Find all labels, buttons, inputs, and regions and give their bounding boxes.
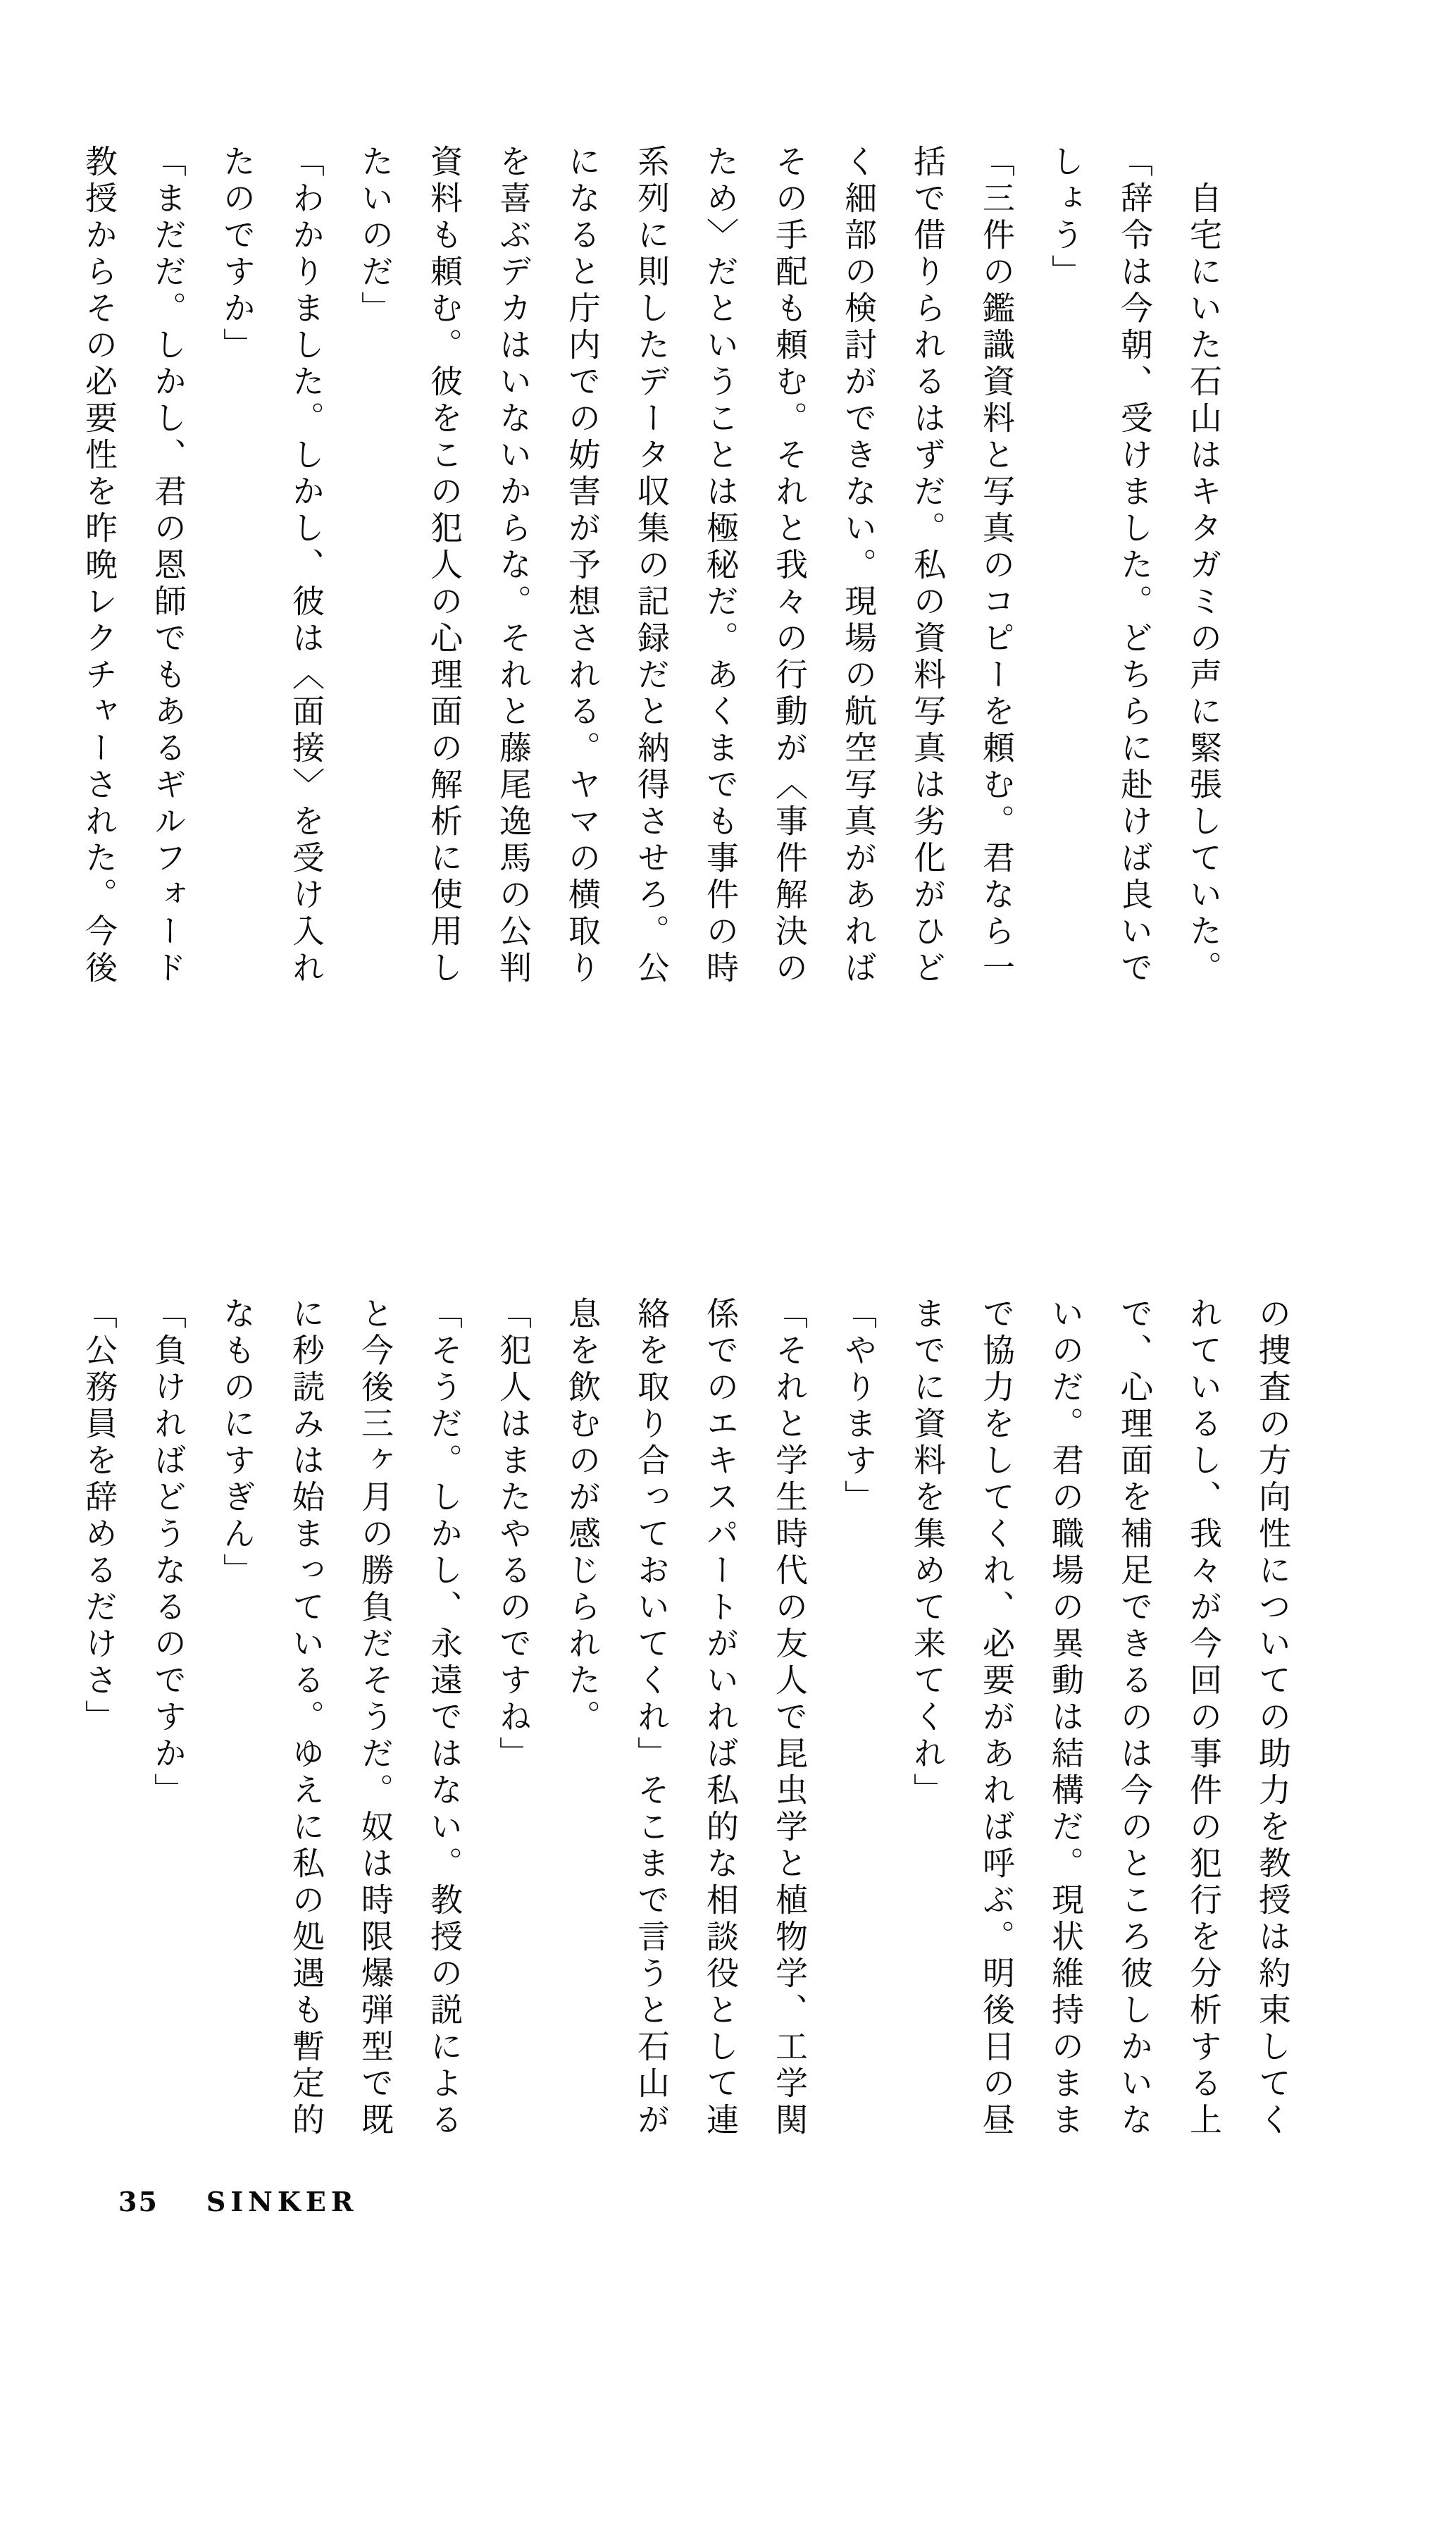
text-column: になると庁内での妨害が予想される。ヤマの横取り bbox=[564, 144, 602, 987]
text-column: たのですか」 bbox=[218, 144, 256, 364]
text-column: 「犯人はまたやるのですね」 bbox=[494, 1297, 533, 1773]
text-column: 「やります」 bbox=[840, 1297, 878, 1516]
text-column: 自宅にいた石山はキタガミの声に緊張していた。 bbox=[1185, 144, 1223, 987]
text-column: の捜査の方向性についての助力を教授は約束してく bbox=[1254, 1297, 1292, 2139]
text-column: までに資料を集めて来てくれ」 bbox=[909, 1297, 947, 1810]
text-column: 「わかりました。しかし、彼は〈面接〉を受け入れ bbox=[287, 144, 325, 987]
upper-text-block bbox=[65, 144, 1238, 1018]
lower-text-block bbox=[65, 1297, 1307, 2170]
text-column: たいのだ」 bbox=[356, 144, 394, 328]
text-column: を喜ぶデカはいないからな。それと藤尾逸馬の公判 bbox=[494, 144, 533, 987]
text-column: と今後三ヶ月の勝負だそうだ。奴は時限爆弾型で既 bbox=[356, 1297, 394, 2139]
text-column: 資料も頼む。彼をこの犯人の心理面の解析に使用し bbox=[425, 144, 463, 987]
text-column: ため〉だということは極秘だ。あくまでも事件の時 bbox=[702, 144, 740, 987]
text-column: しょう」 bbox=[1047, 144, 1085, 291]
text-column: れているし、我々が今回の事件の犯行を分析する上 bbox=[1185, 1297, 1223, 2139]
text-column: いのだ。君の職場の異動は結構だ。現状維持のまま bbox=[1047, 1297, 1085, 2139]
text-column: なものにすぎん」 bbox=[218, 1297, 256, 1590]
text-column: 「辞令は今朝、受けました。どちらに赴けば良いで bbox=[1116, 144, 1154, 987]
text-column: く細部の検討ができない。現場の航空写真があれば bbox=[840, 144, 878, 987]
text-column: 絡を取り合っておいてくれ」そこまで言うと石山が bbox=[633, 1297, 671, 2139]
text-column: で、心理面を補足できるのは今のところ彼しかいな bbox=[1116, 1297, 1154, 2139]
text-column: 「まだだ。しかし、君の恩師でもあるギルフォード bbox=[149, 144, 187, 987]
text-column: に秒読みは始まっている。ゆえに私の処遇も暫定的 bbox=[287, 1297, 325, 2139]
text-column: 「三件の鑑識資料と写真のコピーを頼む。君なら一 bbox=[978, 144, 1016, 987]
page-number: 35 bbox=[118, 2186, 158, 2217]
page-footer bbox=[118, 2186, 358, 2217]
text-column: 「公務員を辞めるだけさ」 bbox=[80, 1297, 118, 1736]
text-column: 息を飲むのが感じられた。 bbox=[564, 1297, 602, 1736]
text-column: 係でのエキスパートがいれば私的な相談役として連 bbox=[702, 1297, 740, 2139]
text-column: 教授からその必要性を昨晩レクチャーされた。今後 bbox=[80, 144, 118, 987]
text-column: 括で借りられるはずだ。私の資料写真は劣化がひど bbox=[909, 144, 947, 987]
text-column: 「それと学生時代の友人で昆虫学と植物学、工学関 bbox=[771, 1297, 809, 2139]
text-column: で協力をしてくれ、必要があれば呼ぶ。明後日の昼 bbox=[978, 1297, 1016, 2139]
text-column: その手配も頼む。それと我々の行動が〈事件解決の bbox=[771, 144, 809, 987]
text-column: 「負ければどうなるのですか」 bbox=[149, 1297, 187, 1810]
running-title: SINKER bbox=[206, 2186, 359, 2217]
text-column: 「そうだ。しかし、永遠ではない。教授の説による bbox=[425, 1297, 463, 2139]
text-column: 系列に則したデータ収集の記録だと納得させろ。公 bbox=[633, 144, 671, 987]
